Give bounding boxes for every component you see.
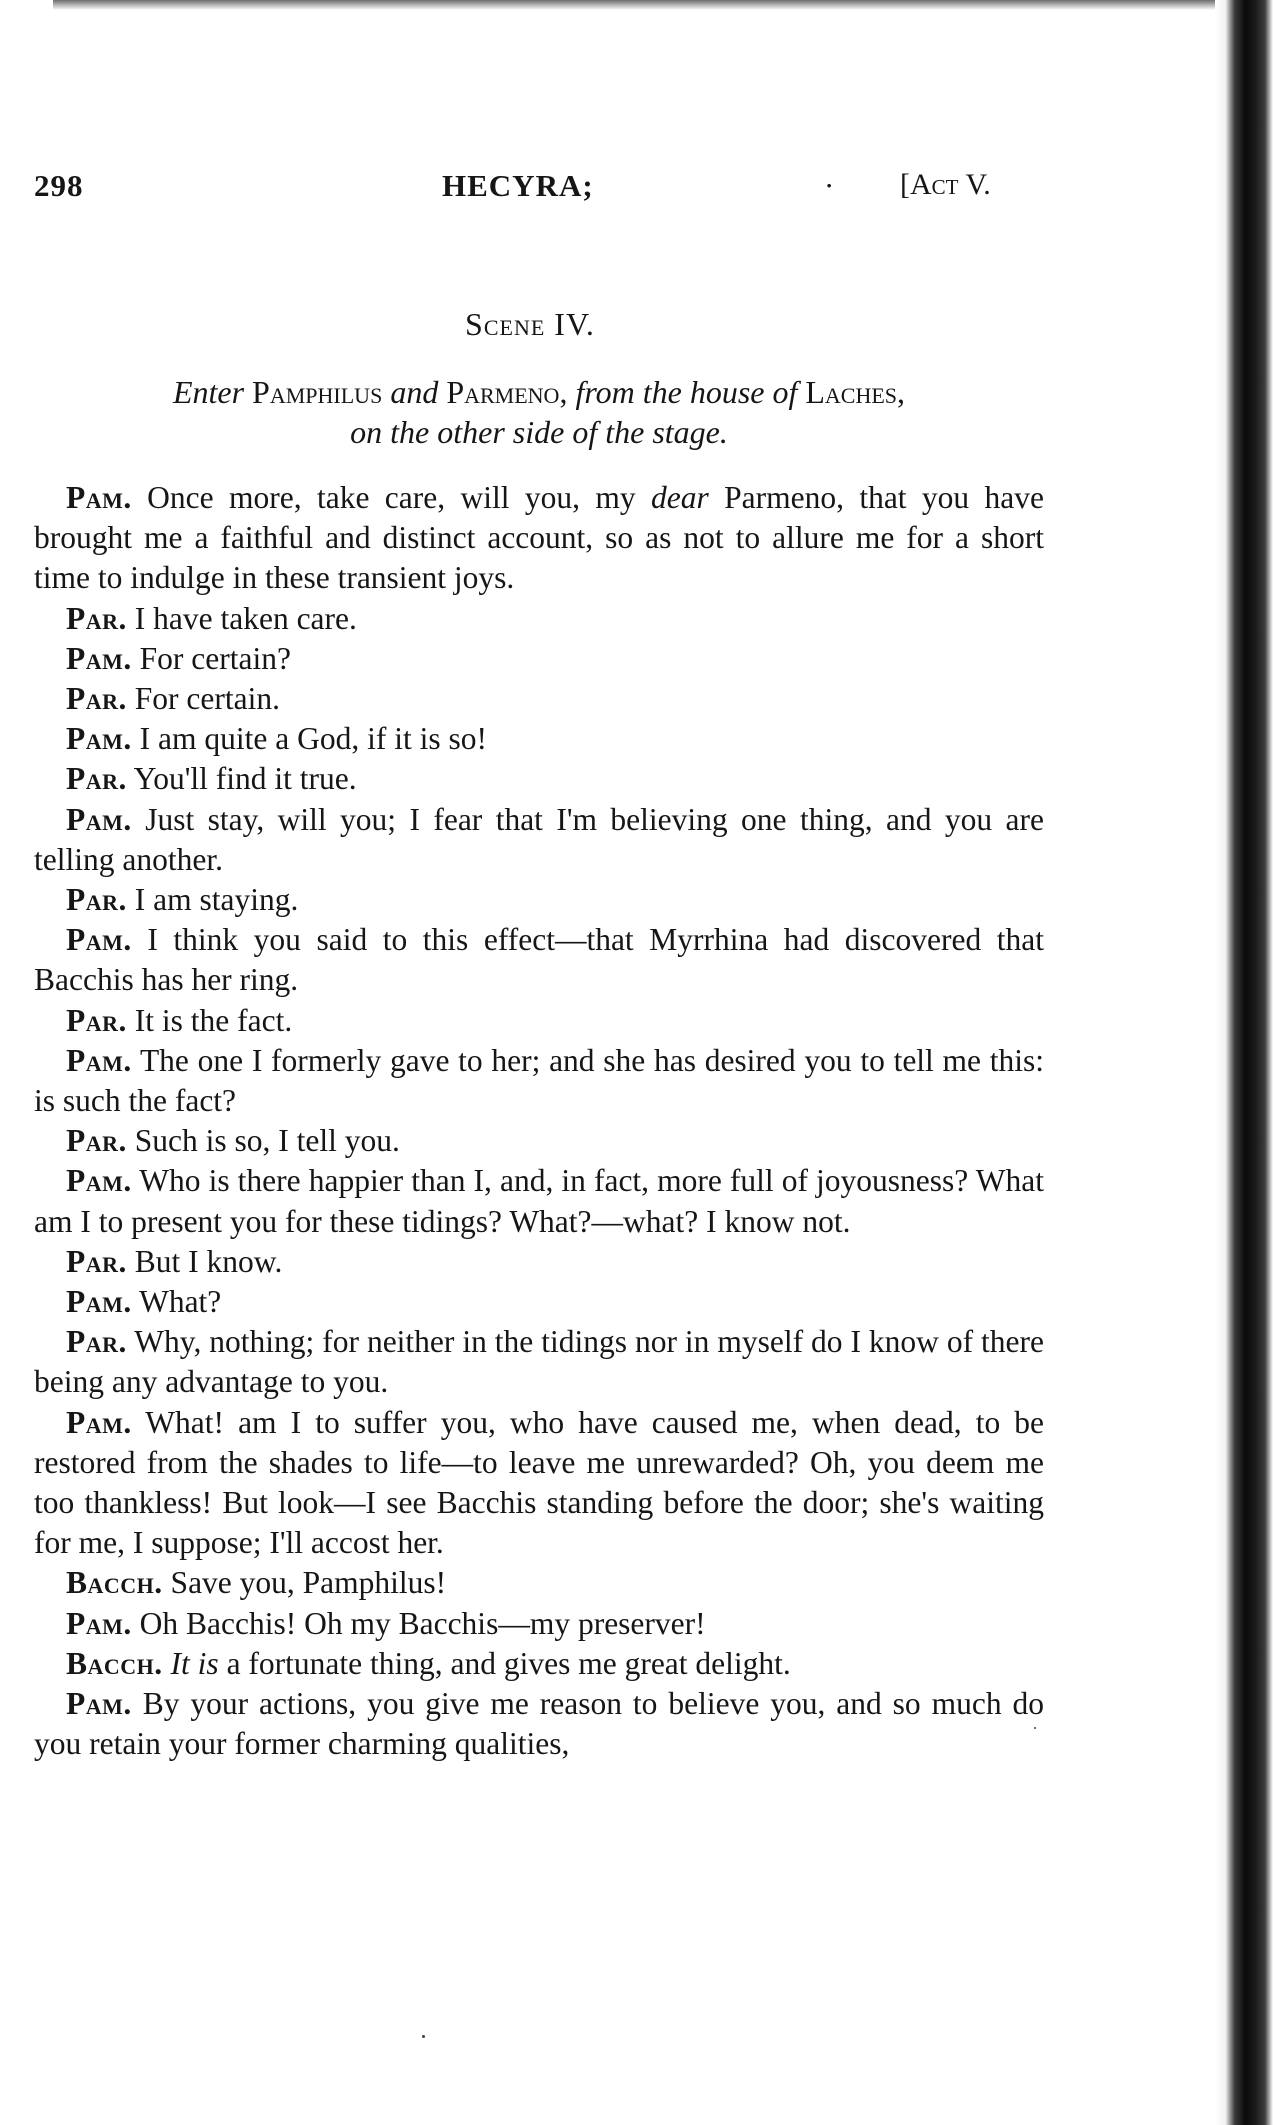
dialogue-line [34,599,1044,639]
speech-text: I am staying. [134,882,299,918]
dialogue-line [34,1161,1044,1241]
speech-text: I think you said to this effect—that Myrrhina had discovered that Bacchis has her ring. [34,922,1044,998]
speech-text: Who is there happier than I, and, in fact, more full of joyousness? What am I to present you for these tidings? What?—what? I know not. [34,1163,1044,1239]
speech-text: For certain. [134,681,280,717]
stage-direction-line-1 [34,372,1044,412]
speech-text: a fortunate thing, and gives me great delight. [226,1645,791,1681]
dialogue-line [34,1563,1044,1603]
speaker-name: Pam. [66,801,132,837]
speaker-name: Pam. [66,1404,132,1440]
dialogue-line [34,1644,1044,1684]
direction-name-laches: Laches, [805,374,906,410]
speech-text: The one I formerly gave to her; and she has desired you to tell me this: is such the fact? [34,1042,1044,1119]
speech-text: I am quite a God, if it is so! [139,721,487,757]
speaker-name: Par. [66,1123,127,1159]
speaker-name: Par. [66,882,127,918]
dialogue-line [34,478,1044,599]
speech-text: Such is so, I tell you. [134,1123,400,1159]
speaker-name: Pam. [66,640,132,676]
speech-text: For certain? [139,640,291,676]
direction-enter: Enter [172,374,245,410]
speaker-name: Par. [66,1243,127,1279]
speaker-name: Par. [66,600,127,636]
dialogue-line [34,1322,1044,1402]
speaker-name: Par. [66,681,127,717]
print-speck [1034,1727,1036,1729]
speech-text: What! am I to suffer you, who have caused me, when dead, to be restored from the shades to life—to leave me unrewarded? Oh, you deem me too thankless! But look—I see Bacchis standing before the door; she's waiting for me, I suppose; I'll accost her. [34,1404,1045,1561]
speech-text: Once more, take care, will you, my [147,480,636,515]
dialogue-body [34,478,1044,1765]
speaker-name: Pam. [66,1284,132,1320]
speech-text: But I know. [134,1243,283,1279]
running-header [34,168,1044,212]
speaker-name: Pam. [66,922,132,958]
dialogue-line [34,920,1044,1000]
page-edge-shadow [1215,0,1273,2125]
direction-name-parmeno: Parmeno, [446,374,568,410]
dialogue-line [34,1403,1044,1564]
speaker-name: Pam. [66,1686,132,1722]
page-number: 298 [34,168,84,203]
direction-and: and [390,374,439,410]
direction-name-pamphilus: Pamphilus [252,374,383,410]
dialogue-line [34,1001,1044,1041]
speech-text: Why, nothing; for neither in the tidings nor in myself do I know of there being any advantage to you. [34,1324,1045,1400]
dialogue-line [34,1041,1044,1121]
dialogue-line [34,719,1044,759]
scene-title: Scene IV. [465,306,595,342]
stage-direction [34,372,1044,452]
speech-text: I have taken care. [134,600,357,636]
act-label: [Act V. [900,168,991,201]
dialogue-line [34,800,1044,880]
speech-text: You'll find it true. [133,761,357,797]
dialogue-line [34,679,1044,719]
speech-text: It is the fact. [134,1002,293,1038]
speech-emphasis: It is [170,1645,219,1681]
speaker-name: Bacch. [66,1565,163,1601]
dialogue-line [34,759,1044,799]
running-title: HECYRA; [442,168,594,203]
dialogue-line [34,1242,1044,1282]
header-separator: · [824,168,835,203]
speech-text: Oh Bacchis! Oh my Bacchis—my preserver! [139,1605,706,1641]
speech-text: By your actions, you give me reason to believe you, and so much do you retain your former charming qualities, [34,1686,1044,1762]
speaker-name: Par. [66,1324,127,1360]
speech-text: What? [139,1284,222,1320]
speech-emphasis: dear [650,480,709,515]
direction-from: from the house of [575,374,798,410]
dialogue-line [34,880,1044,920]
dialogue-line [34,1282,1044,1322]
speech-text: Just stay, will you; I fear that I'm believing one thing, and you are telling another. [34,801,1044,877]
dialogue-line [34,639,1044,679]
speaker-name: Pam. [66,1605,132,1641]
speech-text: Parmeno, that you have brought me a faithful and distinct account, so as not to allure me for a short time to indulge in these transient joys. [34,480,1045,596]
dialogue-line [34,1121,1044,1161]
speaker-name: Par. [66,761,127,797]
page-top-shadow [53,0,1233,10]
speaker-name: Pam. [66,1163,132,1199]
dialogue-line [34,1684,1044,1764]
speaker-name: Par. [66,1002,127,1038]
print-speck [422,2035,425,2038]
speaker-name: Bacch. [66,1645,163,1681]
speaker-name: Pam. [66,1042,132,1078]
speaker-name: Pam. [66,480,132,515]
dialogue-line [34,1604,1044,1644]
stage-direction-line-2: on the other side of the stage. [350,414,728,450]
speech-text: Save you, Pamphilus! [170,1565,447,1601]
speaker-name: Pam. [66,721,132,757]
